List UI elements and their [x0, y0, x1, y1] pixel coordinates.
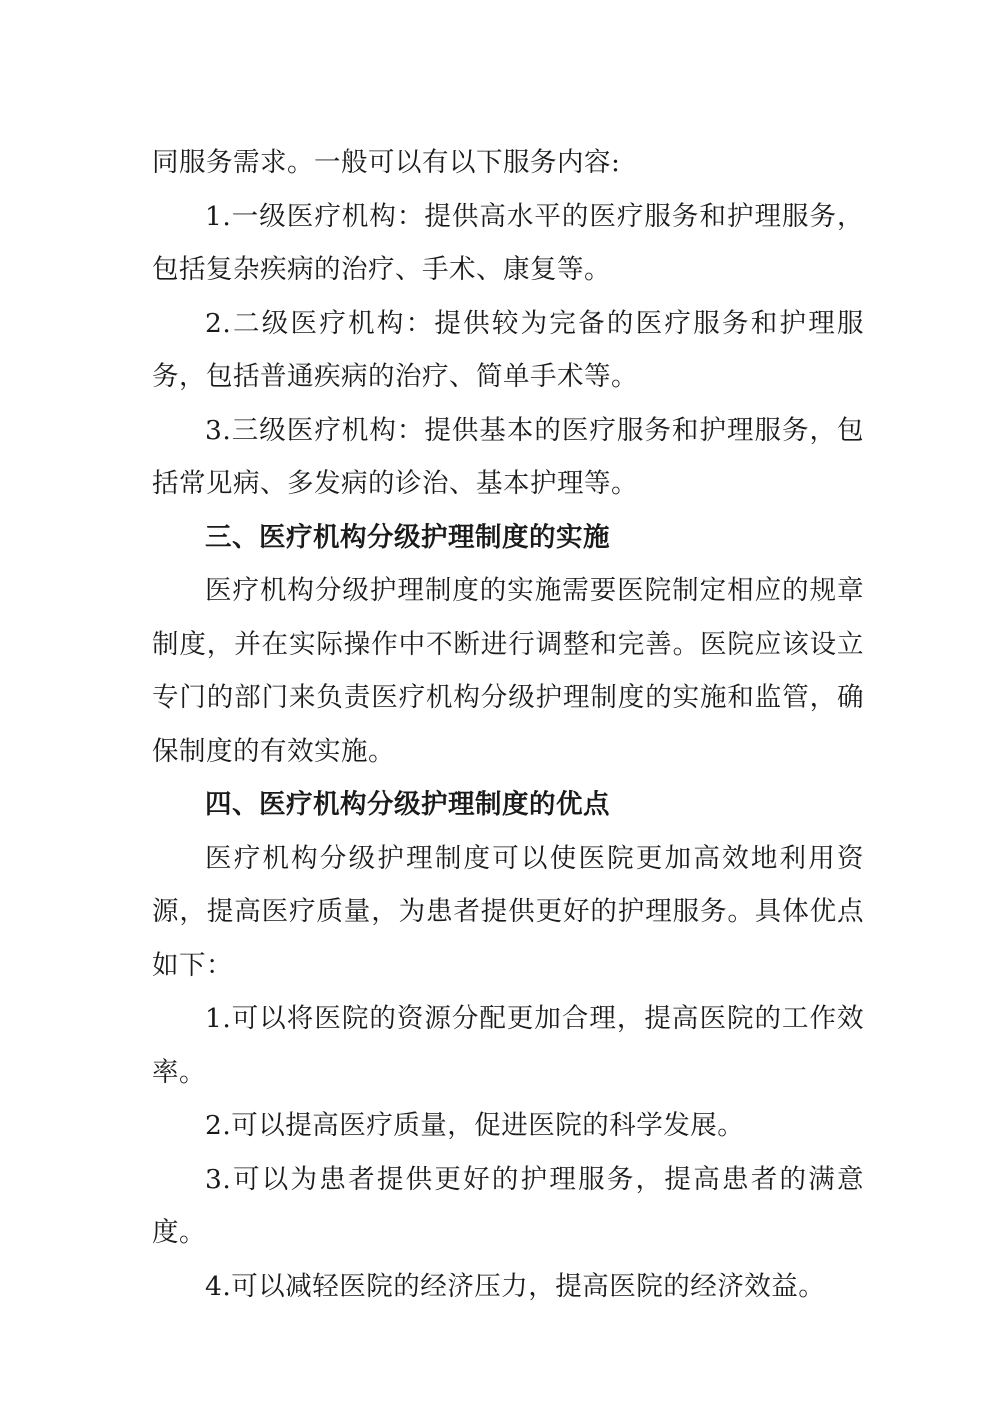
paragraph-advantages: 医疗机构分级护理制度可以使医院更加高效地利用资源，提高医疗质量，为患者提供更好的护理服务。具体优点如下： — [152, 842, 864, 981]
document-body — [152, 136, 864, 1313]
paragraph-intro: 同服务需求。一般可以有以下服务内容: — [152, 147, 621, 178]
list-item-advantage-4: 4.可以减轻医院的经济压力，提高医院的经济效益。 — [205, 1270, 826, 1302]
paragraph-implementation: 医疗机构分级护理制度的实施需要医院制定相应的规章制度，并在实际操作中不断进行调整和完善。医院应该设立专门的部门来负责医疗机构分级护理制度的实施和监管，确保制度的有效实施。 — [152, 575, 864, 767]
list-item-advantage-2: 2.可以提高医疗质量，促进医院的科学发展。 — [205, 1110, 745, 1141]
section-heading-advantages: 四、医疗机构分级护理制度的优点 — [205, 789, 610, 820]
section-heading-implementation: 三、医疗机构分级护理制度的实施 — [205, 521, 610, 553]
list-item-advantage-1: 1.可以将医院的资源分配更加合理，提高医院的工作效率。 — [152, 1003, 864, 1088]
list-item-level2: 2.二级医疗机构：提供较为完备的医疗服务和护理服务，包括普通疾病的治疗、简单手术等。 — [152, 307, 864, 392]
list-item-advantage-3: 3.可以为患者提供更好的护理服务，提高患者的满意度。 — [152, 1163, 864, 1248]
list-item-level1: 1.一级医疗机构：提供高水平的医疗服务和护理服务，包括复杂疾病的治疗、手术、康复等。 — [152, 200, 864, 285]
list-item-level3: 3.三级医疗机构：提供基本的医疗服务和护理服务，包括常见病、多发病的诊治、基本护理等。 — [152, 414, 864, 499]
